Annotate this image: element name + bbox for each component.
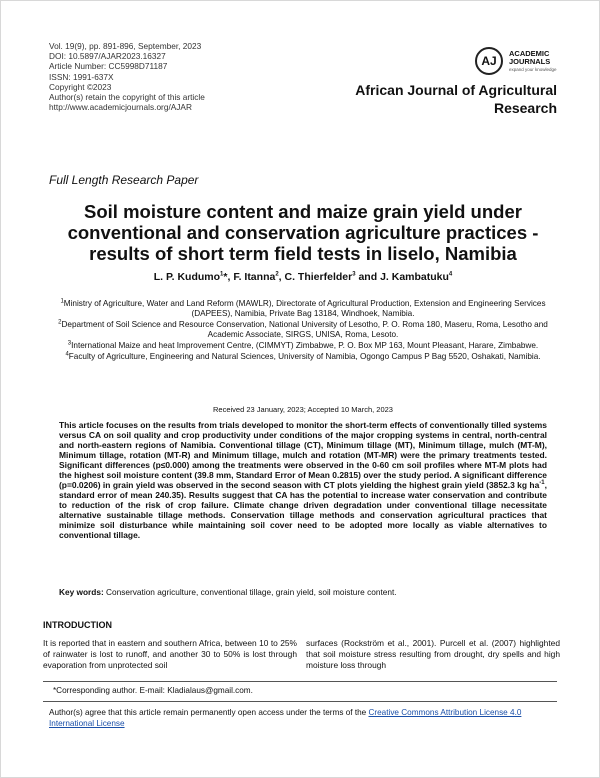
- license-divider: [43, 701, 557, 702]
- abstract: [59, 420, 547, 540]
- issn-line: ISSN: 1991-637X: [49, 71, 114, 82]
- logo-line2: JOURNALS: [509, 57, 551, 66]
- logo-wordmark: [509, 50, 550, 66]
- journal-line2: Research: [493, 100, 557, 116]
- logo-line1: ACADEMIC: [509, 49, 550, 58]
- author-sup: 2: [275, 271, 279, 278]
- logo-tagline: expand your knowledge: [509, 67, 557, 72]
- author-name: L. P. Kudumo: [153, 271, 221, 283]
- paper-title: Soil moisture content and maize grain yield under conventional and conservation agriculture practices - results of short term field tests in liselo, Namibia: [67, 201, 539, 264]
- footnote-divider: [43, 681, 557, 682]
- author-sup: 3: [352, 271, 356, 278]
- abstract-unit-sup: -1: [539, 480, 545, 487]
- doi-line: DOI: 10.5897/AJAR2023.16327: [49, 51, 166, 62]
- author-name: C. Thierfelder: [284, 271, 353, 283]
- volume-line: Vol. 19(9), pp. 891-896, September, 2023: [49, 41, 202, 51]
- author-sup: 4: [448, 271, 453, 278]
- author-sep: *,: [223, 271, 234, 283]
- received-dates: Received 23 January, 2023; Accepted 10 March, 2023: [213, 405, 393, 414]
- author-name: J. Kambatuku: [380, 271, 449, 283]
- keywords: [59, 587, 547, 597]
- introduction-left-column: It is reported that in eastern and southern Africa, between 10 to 25% of rainwater is lost to runoff, and another 30 to 50% is lost through evaporation from unprotected soil: [43, 638, 297, 670]
- author-sep: ,: [278, 271, 285, 283]
- license-notice: [49, 707, 557, 729]
- affiliation: $^3$International Maize and heat Improvement Centre, (CIMMYT) Zimbabwe, P. O. Box MP 163, Mount Pleasant, Harare, Zimbabwe.: [67, 340, 539, 350]
- publisher-logo: [475, 47, 557, 75]
- introduction-heading: INTRODUCTION: [43, 620, 112, 630]
- introduction-right-column: surfaces (Rockström et al., 2001). Purcell et al. (2007) highlighted that soil moisture stress resulting from drought, dry spells and high moisture loss through: [306, 638, 560, 670]
- journal-name: [317, 81, 557, 117]
- keywords-text: Conservation agriculture, conventional tillage, grain yield, soil moisture content.: [103, 587, 397, 597]
- retain-line: Author(s) retain the copyright of this article: [49, 92, 205, 103]
- affiliation: $^4$Faculty of Agriculture, Engineering and Natural Sciences, University of Namibia, Ogongo Campus P Bag 5520, Oshakati, Namibia.: [65, 351, 541, 361]
- affiliations: [49, 299, 557, 363]
- keywords-label: Key words:: [59, 587, 104, 597]
- aj-logo-icon: AJ: [475, 47, 503, 75]
- affiliation: $^2$Department of Soil Science and Resource Conservation, National University of Lesotho, P. O. Roma 180, Maseru, Roma, Lesotho and Academic Associate, SIRGS, UNISA, Roma, Lesoto.: [58, 319, 548, 339]
- license-text: Author(s) agree that this article remain permanently open access under the terms of the: [49, 708, 369, 717]
- affiliation: $^1$Ministry of Agriculture, Water and Land Reform (MAWLR), Directorate of Agricultural Production, Extension and Engineering Services (DAPEES), Namibia, Private Bag 13184, Windhoek, Namibia.: [60, 298, 546, 318]
- author-name: F. Itanna: [233, 271, 276, 283]
- journal-url[interactable]: http://www.academicjournals.org/AJAR: [49, 102, 192, 113]
- copyright-line: Copyright ©2023: [49, 81, 112, 92]
- license-link[interactable]: Creative Commons Attribution License 4.0 International License: [49, 708, 522, 728]
- corresponding-author: *Corresponding author. E-mail: Kladialaus@gmail.com.: [53, 686, 253, 695]
- abstract-part1: This article focuses on the results from trials developed to monitor the short-term effects of conventionally tilled systems versus CA on soil quality and crop productivity under conditions of the major cropping systems in central, north-central and north-eastern regions of Namibia. Conventional tillage (CT), Minimum tillage (MT), Minimum tillage, mulch (MT-M), Minimum tillage, rotation (MT-R) and Minimum tillage, mulch and rotation (MT-MR) were the primary treatments tested. Significant differences (p≤0.000) among the treatments were observed in the 0-60 cm soil profiles where MT-M plots had the highest soil moisture content (39.8 mm, Standard Error of Mean 0.2815) over the study period. A significant difference (p=0.0206) in grain yield was observed in the second season with CT plots yielding the highest grain yield (3852.3 kg ha: [59, 420, 547, 490]
- article-number-line: Article Number: CC5998D71187: [49, 61, 168, 72]
- journal-line1: African Journal of Agricultural: [355, 82, 557, 98]
- author-list: [49, 271, 557, 283]
- article-metadata: [49, 41, 205, 112]
- abstract-part2: , standard error of mean 240.35). Results suggest that CA has the potential to increase water conservation and contribute to reduction of the risk of crop failure. Climate change driven degradation under conventional tillage necessitate alternative sustainable tillage methods. Conservation tillage methods and conservation agricultural practices that minimize soil disturbance while maintaining soil cover need to be adopted more locally as viable alternatives to conventional tillage.: [59, 480, 547, 540]
- author-sep: and: [355, 271, 381, 283]
- author-sup: 1: [220, 271, 224, 278]
- paper-type: Full Length Research Paper: [49, 173, 199, 187]
